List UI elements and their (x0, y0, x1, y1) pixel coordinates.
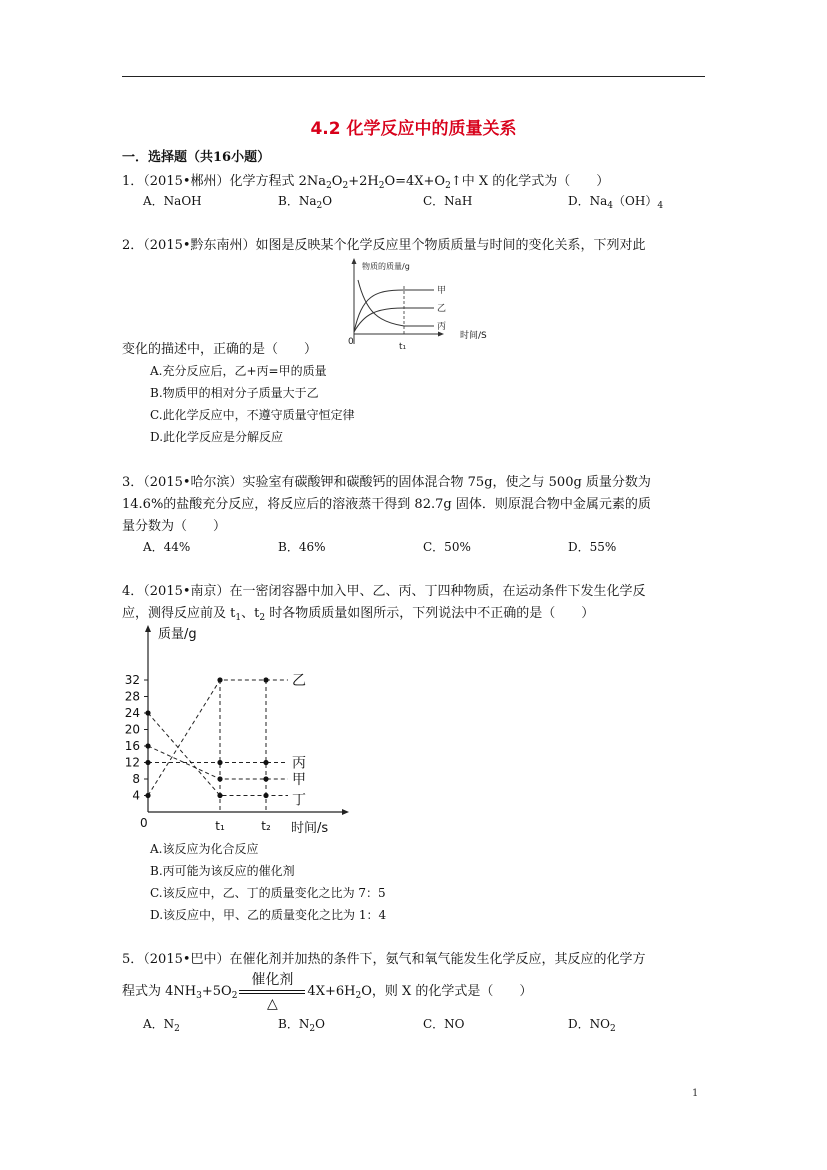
q4-chart (118, 620, 358, 840)
q3-stem-line3: 量分数为（ ） (122, 519, 227, 534)
q4-xtick-label: t₁ (215, 819, 225, 833)
q5-catalyst-label: 催化剂 (251, 971, 294, 988)
q4-ytick-label: 32 (124, 673, 140, 687)
q4-option-a: A.该反应为化合反应 (150, 842, 259, 856)
q4-ytick-label: 24 (124, 706, 140, 720)
q3-option-d: D．55% (568, 540, 617, 554)
q2-stem-line2: 变化的描述中，正确的是（ ） (122, 342, 318, 357)
q4-stem-line1: 4．（2015•南京）在一密闭容器中加入甲、乙、丙、丁四种物质，在运动条件下发生化学反 (122, 584, 646, 599)
q2-chart-ylabel: 物质的质量/g (362, 262, 410, 271)
q2-series-bing-line (358, 280, 434, 326)
q4-data-point (263, 677, 268, 682)
q2-legend-yi: 乙 (437, 304, 447, 314)
q4-data-point (217, 793, 222, 798)
section-heading: 一．选择题（共16小题） (122, 150, 271, 165)
q4-data-point (217, 677, 222, 682)
q3-stem-line2: 14.6%的盐酸充分反应，将反应后的溶液蒸干得到 82.7g 固体．则原混合物中金属元素的质 (122, 497, 651, 512)
q3-stem-line1: 3．（2015•哈尔滨）实验室有碳酸钾和碳酸钙的固体混合物 75g，使之与 500g 质量分数为 (122, 475, 651, 490)
q5-heat-symbol: △ (267, 995, 278, 1012)
q4-chart-ylabel: 质量/g (158, 627, 197, 642)
q5-stem-line1: 5．（2015•巴中）在催化剂并加热的条件下，氨气和氧气能发生化学反应，其反应的化学方 (122, 952, 646, 967)
q3-option-c: C．50% (423, 540, 471, 554)
q5-stem-line2: 程式为 $4NH_3+5O_2$ 催化剂 △ $4X+6H_2O$，则 X 的化学式是（ ） (122, 980, 532, 1001)
page-number: 1 (692, 1088, 699, 1099)
header-rule (122, 76, 705, 77)
q4-series-label: 丁 (292, 792, 306, 809)
q4-data-point (263, 760, 268, 765)
q4-series-label: 甲 (292, 772, 306, 788)
q5-option-c: C．NO (423, 1017, 465, 1031)
q4-series-line-4 (148, 713, 288, 796)
q2-chart-t1: t₁ (399, 342, 407, 352)
q4-data-point (145, 710, 150, 715)
q2-legend-jia: 甲 (437, 286, 447, 296)
q4-xtick-label: t₂ (261, 819, 271, 833)
q2-legend-bing: 丙 (437, 322, 447, 332)
q2-option-b: B.物质甲的相对分子质量大于乙 (150, 386, 319, 400)
q5-option-a: A．$N_2$ (143, 1017, 180, 1034)
q2-option-a: A.充分反应后，乙+丙=甲的质量 (150, 364, 327, 378)
q4-series-label: 丙 (292, 755, 306, 772)
q4-chart-xlabel: 时间/s (291, 821, 329, 836)
q4-chart-origin: 0 (140, 816, 148, 830)
q4-stem-line2: 应，测得反应前及 $t_1$、$t_2$ 时各物质质量如图所示，下列说法中不正确的是（ ） (122, 606, 595, 623)
q4-data-point (145, 760, 150, 765)
q2-stem-line1: 2．（2015•黔东南州）如图是反映某个化学反应里个物质质量与时间的变化关系，下列对此 (122, 238, 646, 253)
q4-data-point (217, 760, 222, 765)
page-title: 4.2 化学反应中的质量关系 (310, 119, 517, 139)
q4-ytick-label: 28 (124, 689, 140, 704)
q1-option-d: D．$Na_4(OH)_4$ (568, 194, 664, 211)
q2-option-c: C.此化学反应中，不遵守质量守恒定律 (150, 408, 355, 422)
q1-option-a: A．NaOH (143, 194, 202, 208)
q4-ytick-label: 12 (124, 755, 140, 770)
q2-chart-origin: 0 (348, 337, 354, 347)
q5-option-d: D．$NO_2$ (568, 1017, 616, 1034)
q4-option-c: C.该反应中，乙、丁的质量变化之比为 7：5 (150, 886, 386, 900)
q3-option-b: B．46% (278, 540, 326, 554)
q2-option-d: D.此化学反应是分解反应 (150, 430, 284, 444)
q4-option-d: D.该反应中，甲、乙的质量变化之比为 1：4 (150, 908, 387, 922)
q4-data-point (217, 776, 222, 781)
q1-option-b: B．$Na_2O$ (278, 194, 333, 211)
q5-option-b: B．$N_2O$ (278, 1017, 325, 1034)
q4-option-b: B.丙可能为该反应的催化剂 (150, 864, 295, 878)
q5-reaction-condition (239, 971, 305, 1012)
q4-ytick-label: 4 (132, 788, 140, 803)
q2-series-yi-line (354, 308, 434, 332)
q4-ytick-label: 20 (124, 722, 140, 737)
q4-data-point (145, 793, 150, 798)
q4-data-point (263, 776, 268, 781)
q4-data-point (263, 793, 268, 798)
q2-chart (340, 256, 460, 352)
q1-option-c: C．NaH (423, 194, 473, 208)
q4-data-point (145, 743, 150, 748)
q4-ytick-label: 16 (124, 739, 140, 753)
q2-chart-xlabel: 时间/S (460, 331, 487, 341)
q4-ytick-label: 8 (132, 772, 140, 786)
q4-series-label: 乙 (292, 673, 306, 689)
q3-option-a: A．44% (143, 540, 191, 554)
q1-stem: 1．（2015•郴州）化学方程式 $2Na_2O_2+2H_2O=4X+O_2↑$中 X 的化学式为（ ） (122, 174, 610, 191)
